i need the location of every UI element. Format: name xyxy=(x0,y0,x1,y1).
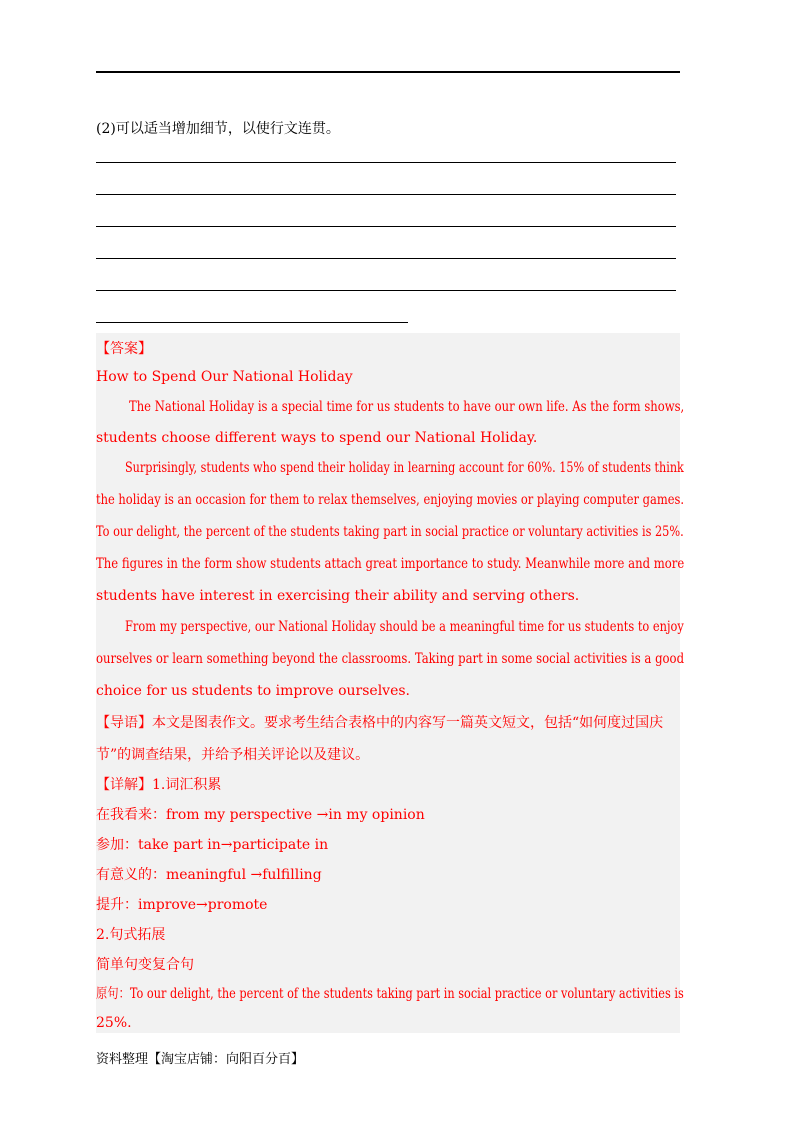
vocab-item: 提升：improve→promote xyxy=(96,897,268,913)
answer-line-5 xyxy=(96,290,676,291)
answer-line-1 xyxy=(96,162,676,163)
essay-line: ourselves or learn something beyond the classrooms. Taking part in some social activities is a good xyxy=(96,651,685,667)
answer-line-3 xyxy=(96,226,676,227)
subsection-heading: 简单句变复合句 xyxy=(96,957,194,973)
essay-line: To our delight, the percent of the students taking part in social practice or voluntary activities is 25%. xyxy=(96,524,684,540)
answer-line-6 xyxy=(96,322,408,323)
essay-line: students have interest in exercising their ability and serving others. xyxy=(96,588,580,604)
vocab-item: 在我看来：from my perspective →in my opinion xyxy=(96,807,425,823)
essay-line: the holiday is an occasion for them to relax themselves, enjoying movies or playing computer games. xyxy=(96,492,685,508)
section-heading: 2.句式拓展 xyxy=(96,927,166,943)
essay-line: choice for us students to improve ourselves. xyxy=(96,683,410,699)
essay-line: The National Holiday is a special time for us students to have our own life. As the form shows, xyxy=(129,399,685,415)
essay-line: From my perspective, our National Holiday should be a meaningful time for us students to enjoy xyxy=(125,619,684,635)
guide-line-2: 节”的调查结果，并给予相关评论以及建议。 xyxy=(96,747,370,763)
answer-tag: 【答案】 xyxy=(96,341,152,357)
original-sentence: 原句：To our delight, the percent of the students taking part in social practice or voluntary activities is xyxy=(96,986,684,1002)
prompt-text: (2)可以适当增加细节，以使行文连贯。 xyxy=(96,121,340,137)
vocab-item: 有意义的：meaningful →fulfilling xyxy=(96,867,322,883)
essay-line: students choose different ways to spend our National Holiday. xyxy=(96,430,538,446)
footer-text: 资料整理【淘宝店铺：向阳百分百】 xyxy=(96,1052,305,1067)
original-sentence-end: 25%. xyxy=(96,1015,132,1031)
essay-title: How to Spend Our National Holiday xyxy=(96,369,353,385)
essay-line: The figures in the form show students attach great importance to study. Meanwhile more and more xyxy=(96,556,685,572)
detail-heading: 【详解】1.词汇积累 xyxy=(96,777,222,793)
top-rule xyxy=(96,71,680,73)
answer-line-4 xyxy=(96,258,676,259)
vocab-item: 参加：take part in→participate in xyxy=(96,837,329,853)
answer-line-2 xyxy=(96,194,676,195)
guide-line-1: 【导语】本文是图表作文。要求考生结合表格中的内容写一篇英文短文，包括“如何度过国庆 xyxy=(96,715,664,731)
essay-line: Surprisingly, students who spend their holiday in learning account for 60%. 15% of students think xyxy=(125,460,684,476)
